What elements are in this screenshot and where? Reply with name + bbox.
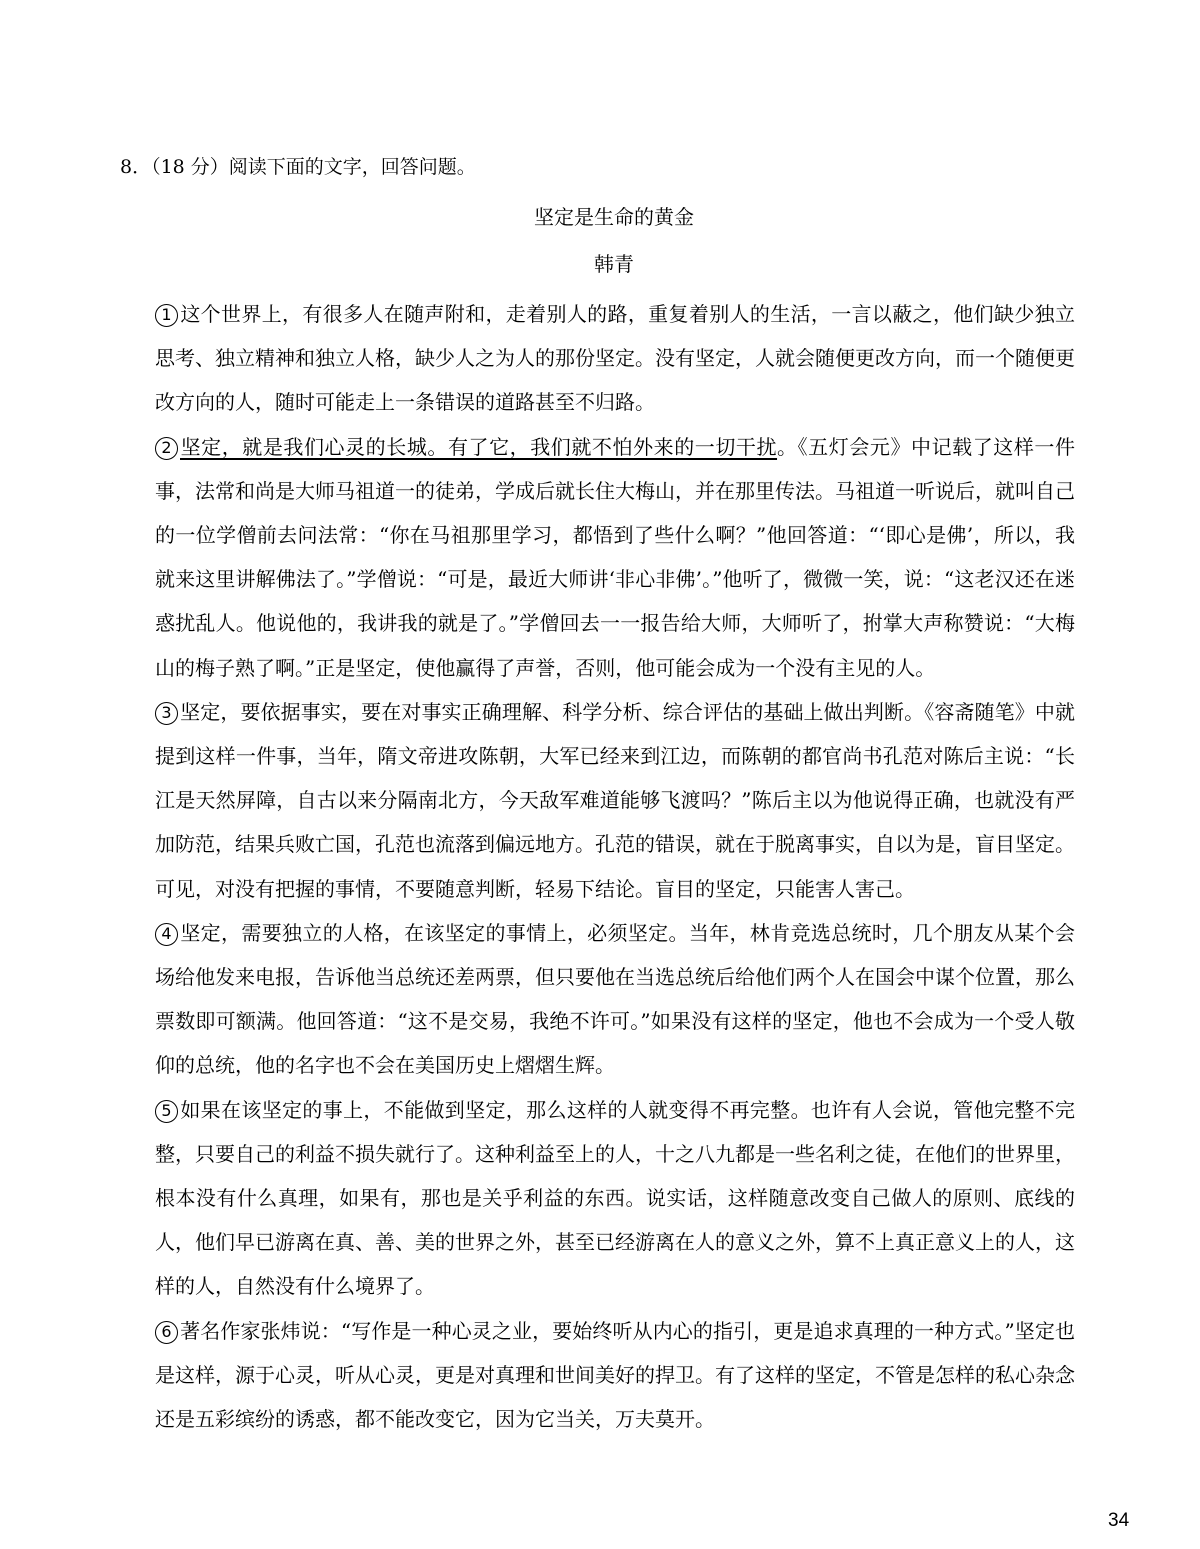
paragraph-3	[155, 690, 1075, 911]
paragraph-6	[155, 1309, 1075, 1442]
paragraph-text: 坚定，需要独立的人格，在该坚定的事情上，必须坚定。当年，林肯竞选总统时，几个朋友从某个会场给他发来电报，告诉他当总统还差两票，但只要他在当选总统后给他们两个人在国会中谋个位置，那么票数即可额满。他回答道：“这不是交易，我绝不许可。”如果没有这样的坚定，他也不会成为一个受人敬仰的总统，他的名字也不会在美国历史上熠熠生辉。	[155, 920, 1075, 1078]
paragraph-text: 如果在该坚定的事上，不能做到坚定，那么这样的人就变得不再完整。也许有人会说，管他完整不完整，只要自己的利益不损失就行了。这种利益至上的人，十之八九都是一些名利之徒，在他们的世界里，根本没有什么真理，如果有，那也是关乎利益的东西。说实话，这样随意改变自己做人的原则、底线的人，他们早已游离在真、善、美的世界之外，甚至已经游离在人的意义之外，算不上真正意义上的人，这样的人，自然没有什么境界了。	[155, 1097, 1075, 1299]
paragraph-number: 4	[155, 923, 178, 946]
paragraph-2	[155, 425, 1075, 690]
paragraph-5	[155, 1088, 1075, 1309]
page-number: 34	[1108, 1510, 1130, 1531]
paragraph-number: 3	[155, 702, 178, 725]
paragraph-text: 。《五灯会元》中记载了这样一件事，法常和尚是大师马祖道一的徒弟，学成后就长住大梅山，并在那里传法。马祖道一听说后，就叫自己的一位学僧前去问法常：“你在马祖那里学习，都悟到了些什么啊？”他回答道：“‘即心是佛’，所以，我就来这里讲解佛法了。”学僧说：“可是，最近大师讲‘非心非佛’。”他听了，微微一笑，说：“这老汉还在迷惑扰乱人。他说他的，我讲我的就是了。”学僧回去一一报告给大师，大师听了，拊掌大声称赞说：“大梅山的梅子熟了啊。”正是坚定，使他赢得了声誉，否则，他可能会成为一个没有主见的人。	[155, 434, 1076, 680]
article-author: 韩青	[594, 252, 634, 276]
paragraph-4	[155, 911, 1075, 1088]
paragraph-1	[155, 292, 1075, 425]
question-prompt: 8．（18 分）阅读下面的文字，回答问题。	[120, 156, 476, 178]
paragraph-number: 5	[155, 1100, 178, 1123]
underlined-sentence: 坚定，就是我们心灵的长城。有了它，我们就不怕外来的一切干扰	[180, 434, 778, 459]
paragraph-number: 1	[155, 304, 178, 327]
paragraph-text: 这个世界上，有很多人在随声附和，走着别人的路，重复着别人的生活，一言以蔽之，他们缺少独立思考、独立精神和独立人格，缺少人之为人的那份坚定。没有坚定，人就会随便更改方向，而一个随便更改方向的人，随时可能走上一条错误的道路甚至不归路。	[155, 302, 1075, 415]
article-body	[155, 292, 1075, 1441]
paragraph-number: 2	[155, 437, 178, 460]
paragraph-text: 著名作家张炜说：“写作是一种心灵之业，要始终听从内心的指引，更是追求真理的一种方式。”坚定也是这样，源于心灵，听从心灵，更是对真理和世间美好的捍卫。有了这样的坚定，不管是怎样的私心杂念还是五彩缤纷的诱惑，都不能改变它，因为它当关，万夫莫开。	[155, 1318, 1075, 1432]
article-title: 坚定是生命的黄金	[534, 205, 694, 229]
paragraph-number: 6	[155, 1321, 178, 1344]
paragraph-text: 坚定，要依据事实，要在对事实正确理解、科学分析、综合评估的基础上做出判断。《容斋随笔》中就提到这样一件事，当年，隋文帝进攻陈朝，大军已经来到江边，而陈朝的都官尚书孔范对陈后主说：“长江是天然屏障，自古以来分隔南北方，今天敌军难道能够飞渡吗？”陈后主以为他说得正确，也就没有严加防范，结果兵败亡国，孔范也流落到偏远地方。孔范的错误，就在于脱离事实，自以为是，盲目坚定。可见，对没有把握的事情，不要随意判断，轻易下结论。盲目的坚定，只能害人害己。	[155, 699, 1075, 901]
